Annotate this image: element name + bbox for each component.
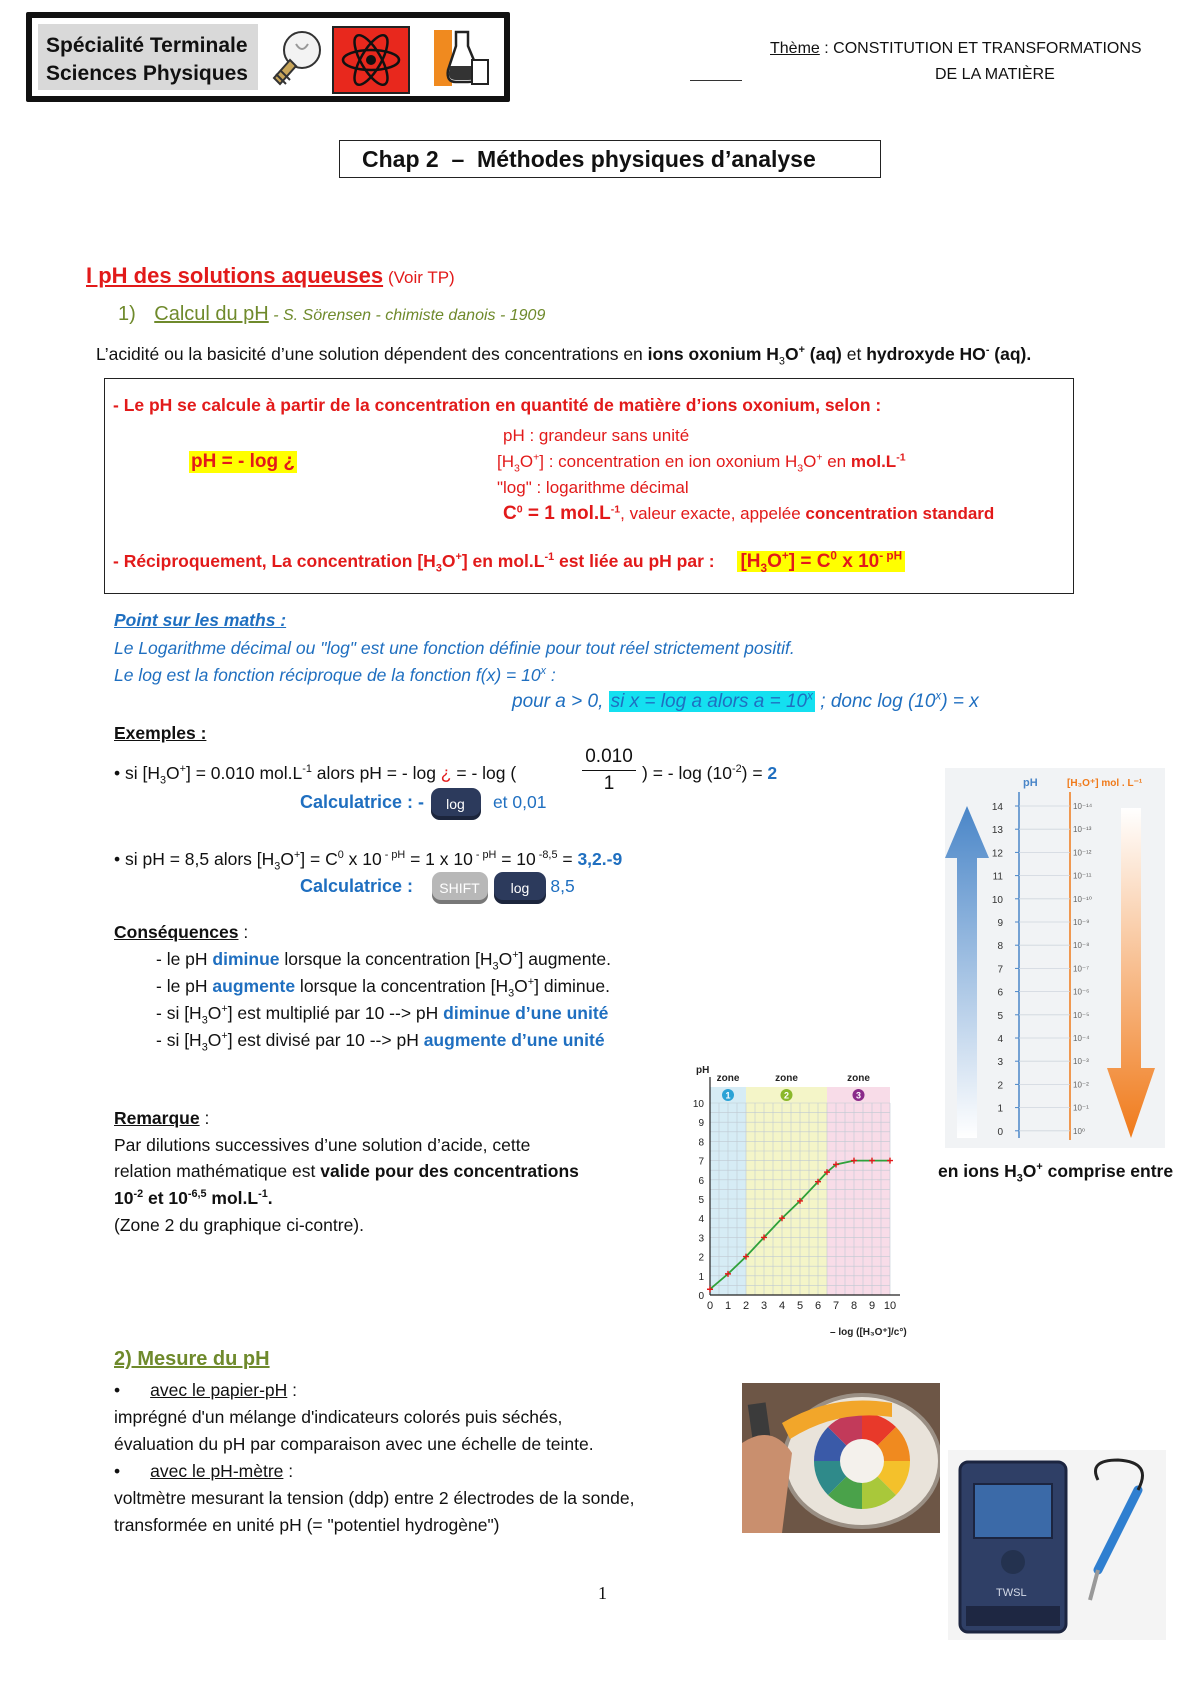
remarque-line1: Par dilutions successives d’une solution d’acide, cette (114, 1135, 531, 1155)
list-item: - si $[H_3O^+]$ est multiplié par 10 --> pH diminue d’une unité (156, 1003, 609, 1027)
box-line1: - Le pH se calcule à partir de la concentration en quantité de matière d’ions oxonium, selon : (113, 395, 882, 415)
consequences-list (156, 946, 611, 1054)
fraction-numerator: 0.010 (585, 746, 633, 767)
scale-conc-tick: 10⁻⁶ (1073, 987, 1090, 997)
y-tick-label: 7 (698, 1156, 704, 1168)
scale-conc-tick: 10⁻¹ (1073, 1103, 1089, 1113)
remarque-title: Remarque : (114, 1108, 210, 1128)
scale-conc-label: [H₃O⁺] mol . L⁻¹ (1067, 778, 1143, 789)
list-item: - si $[H_3O^+]$ est divisé par 10 --> pH augmente d’une unité (156, 1030, 605, 1054)
zone-number: 2 (783, 1090, 790, 1101)
x-tick-label: 0 (706, 1300, 714, 1312)
method1-heading: • avec le papier-pH : (114, 1380, 298, 1400)
lab-flask-icon (428, 26, 492, 90)
chapter-title: Chap 2 – Méthodes physiques d’analyse (362, 146, 816, 172)
y-tick-label: 6 (698, 1175, 704, 1187)
scale-ph-tick: 10 (991, 894, 1003, 906)
theme-value-line2: DE LA MATIÈRE (935, 66, 1055, 83)
intro-line: L’acidité ou la basicité d’une solution dépendent des concentrations en ions oxonium $H_3O^+$ (aq) et hydroxyde HO- (aq). (96, 344, 1032, 368)
formula-box (104, 378, 1074, 594)
log-key-icon: log (431, 788, 481, 820)
scale-conc-tick: 10⁻¹⁴ (1073, 802, 1093, 811)
maths-line1: Le Logarithme décimal ou "log" est une fonction définie pour tout réel strictement positif. (114, 638, 795, 658)
def-ph: pH : grandeur sans unité (503, 426, 690, 445)
list-item: - le pH diminue lorsque la concentration $[H_3O^+]$ augmente. (156, 949, 611, 973)
scale-ph-tick: 5 (997, 1010, 1003, 1022)
method2-line2: transformée en unité pH (= "potentiel hydrogène") (114, 1515, 500, 1535)
scale-conc-tick: 10⁻¹² (1073, 848, 1092, 858)
scale-ph-label: pH (1023, 777, 1038, 789)
theme-line (770, 40, 1142, 58)
def-concentration: $[H_3O^+]$ : concentration en ion oxonium $H_3O^+$ en $mol.L^{-1}$ (497, 451, 906, 475)
atom-icon (332, 26, 410, 94)
scale-ph-tick: 3 (997, 1057, 1003, 1069)
examples-title: Exemples : (114, 723, 207, 743)
down-arrow-icon (1107, 808, 1155, 1138)
section1-heading (86, 263, 455, 289)
section2-title: 2) Mesure du pH (114, 1348, 270, 1370)
example1-line: • si $[H_3O^+] = 0.010$ $mol.L^{-1}$ alors pH = - log ¿ = - log ( (114, 763, 517, 787)
zone-label: zone (775, 1073, 798, 1084)
ph-meter-brand: TWSL (996, 1587, 1027, 1599)
recip-formula: $[H_3O^+] = C^0$ x $10^{- pH}$ (737, 551, 905, 572)
method1-line2: évaluation du pH par comparaison avec une échelle de teinte. (114, 1434, 594, 1454)
y-axis-label: pH (696, 1065, 710, 1076)
scale-ph-tick: 7 (997, 964, 1003, 976)
subsection1-heading (118, 303, 545, 326)
scale-conc-tick: 10⁻⁴ (1073, 1034, 1090, 1043)
zone-label: zone (716, 1073, 740, 1084)
y-tick-label: 10 (692, 1099, 704, 1110)
log-definition: si x = log a alors $a = 10^x$ (610, 689, 813, 712)
zone-number: 1 (725, 1090, 731, 1101)
box-recip-line: - Réciproquement, La concentration $[H_3O^+]$ en $mol.L^{-1}$ est liée au pH par : $[H_3O^+] = C^0$ x $10^{- pH}$ (113, 551, 905, 573)
x-tick-label: 8 (850, 1300, 858, 1312)
y-tick-label: 4 (698, 1214, 704, 1226)
fraction-denominator: 1 (603, 773, 615, 794)
ph-chart (690, 1065, 930, 1355)
ph-meter-photo (948, 1450, 1166, 1640)
section1-title: I pH des solutions aqueuses (86, 263, 384, 288)
scale-ph-tick: 1 (997, 1103, 1003, 1115)
box-definitions (497, 423, 994, 527)
scale-conc-tick: 10⁰ (1073, 1126, 1086, 1136)
zone-band (746, 1087, 827, 1295)
scale-conc-tick: 10⁻¹³ (1073, 825, 1092, 835)
example1-line-end: ) = - $\log (10^{-2}) = 2$ (642, 763, 778, 783)
theme-value: : CONSTITUTION ET TRANSFORMATIONS (819, 40, 1142, 57)
shift-key-icon: SHIFT (432, 872, 488, 904)
scale-ph-tick: 8 (997, 941, 1003, 953)
y-tick-label: 8 (698, 1137, 704, 1149)
voir-tp: (Voir TP) (387, 268, 455, 287)
ph-scale-figure (945, 768, 1165, 1148)
method2-heading: • avec le pH-mètre : (114, 1461, 294, 1481)
sub1-title: Calcul du pH (154, 303, 269, 325)
lightbulb-icon (260, 26, 328, 90)
zone-band (827, 1087, 890, 1295)
theme-label: Thème (770, 40, 820, 57)
y-tick-label: 0 (698, 1291, 704, 1302)
x-tick-label: 1 (724, 1300, 732, 1312)
zone-label: zone (847, 1073, 870, 1084)
method1-line1: imprégné d'un mélange d'indicateurs colorés puis séchés, (114, 1407, 563, 1427)
calc2-line: Calculatrice : SHIFT log 8,5 (300, 872, 575, 904)
scale-ph-tick: 6 (997, 987, 1003, 999)
example2-line: • si pH = 8,5 alors $[H_3O^+] = C^0$ x 10 $^{- pH}$ = 1 x 10 $^{- pH}$ = 10 $^{-8,5}$ = 3,2.-9 (114, 849, 623, 873)
scale-conc-tick: 10⁻⁵ (1073, 1010, 1090, 1020)
remarque-line2-end: en ions $H_3O^+$ comprise entre (938, 1161, 1174, 1185)
header-banner (26, 12, 510, 102)
calc1-line: Calculatrice : - log et 0,01 (300, 788, 546, 820)
y-tick-label: 3 (698, 1233, 704, 1245)
list-item: - le pH augmente lorsque la concentration $[H_3O^+]$ diminue. (156, 976, 610, 1000)
page-number: 1 (598, 1583, 607, 1603)
scale-conc-tick: 10⁻⁸ (1073, 941, 1090, 951)
scale-ph-tick: 13 (991, 825, 1003, 837)
banner-line1: Spécialité Terminale (46, 34, 248, 57)
sub1-credit: - S. Sörensen - chimiste danois - 1909 (268, 307, 546, 324)
log-key-icon-2: log (494, 872, 546, 904)
scale-conc-tick: 10⁻⁹ (1073, 918, 1090, 927)
maths-title: Point sur les maths : (114, 610, 287, 630)
scale-ph-tick: 11 (992, 871, 1003, 883)
example1-result: 2 (767, 763, 778, 783)
scale-conc-tick: 10⁻¹⁰ (1073, 894, 1092, 904)
x-tick-label: 5 (796, 1300, 804, 1312)
y-tick-label: 2 (698, 1252, 704, 1264)
scale-conc-tick: 10⁻¹¹ (1073, 871, 1092, 881)
remarque-line3: $10^{-2}$ et $10^{-6,5}$ $mol.L^{-1}$. (114, 1188, 273, 1208)
theme-rule (690, 80, 742, 81)
scale-ph-tick: 4 (997, 1034, 1003, 1045)
x-tick-label: 9 (868, 1300, 876, 1312)
x-tick-label: 6 (814, 1300, 822, 1312)
x-tick-label: 3 (760, 1300, 768, 1312)
scale-conc-tick: 10⁻² (1073, 1080, 1089, 1090)
y-tick-label: 9 (698, 1118, 704, 1130)
consequences-title: Conséquences : (114, 922, 249, 942)
ph-paper-photo (742, 1383, 940, 1533)
maths-line3: pour a > 0, si x = log a alors $a = 10^x$ ; donc $\log (10^x) = x$ (512, 689, 979, 712)
scale-ph-tick: 14 (991, 802, 1003, 813)
method2-line1: voltmètre mesurant la tension (ddp) entre 2 électrodes de la sonde, (114, 1488, 635, 1508)
x-tick-label: 4 (778, 1300, 786, 1312)
x-tick-label: 2 (742, 1300, 750, 1312)
scale-ph-tick: 0 (997, 1126, 1003, 1138)
chapter-title-box (339, 140, 881, 178)
banner-title-box (38, 24, 258, 90)
y-tick-label: 1 (698, 1271, 704, 1283)
def-log: "log" : logarithme décimal (497, 478, 689, 497)
example2-result: 3,2.-9 (577, 849, 623, 869)
remarque-line4: (Zone 2 du graphique ci-contre). (114, 1215, 364, 1235)
ph-formula: pH = - log ¿ (191, 451, 295, 472)
x-tick-label: 10 (883, 1300, 897, 1312)
scale-ph-tick: 12 (991, 848, 1003, 860)
banner-line2: Sciences Physiques (46, 62, 248, 85)
def-standard: $C^0 = 1$ $mol.L^{-1}$, valeur exacte, appelée concentration standard (503, 503, 995, 524)
scale-ph-tick: 2 (997, 1080, 1003, 1092)
example1-fraction (582, 744, 636, 797)
sub1-num: 1) (118, 303, 136, 325)
scale-ph-tick: 9 (997, 918, 1003, 929)
scale-conc-tick: 10⁻⁷ (1073, 964, 1090, 974)
y-tick-label: 5 (698, 1195, 704, 1206)
remarque-line2: relation mathématique est valide pour des concentrations (114, 1161, 579, 1181)
up-arrow-icon (945, 806, 989, 1138)
x-axis-label: – log ([H₃O⁺]/c°) (830, 1327, 907, 1338)
x-tick-label: 7 (832, 1300, 840, 1312)
scale-conc-tick: 10⁻³ (1073, 1057, 1089, 1067)
zone-number: 3 (855, 1090, 862, 1101)
maths-line2: Le log est la fonction réciproque de la fonction $f(x) = 10^x$ : (114, 665, 556, 685)
